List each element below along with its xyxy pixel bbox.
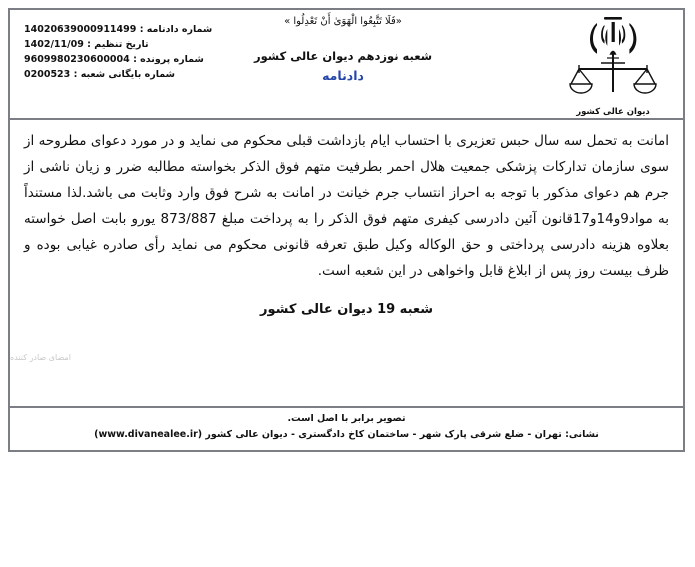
certification-note: تصویر برابر با اصل است. <box>287 413 406 424</box>
emblem-block <box>553 14 673 117</box>
meta-row-archive-number <box>24 67 274 82</box>
document-type-title: دادنامه <box>322 68 364 83</box>
document-header <box>10 10 683 118</box>
quran-verse: «فَلَا تَتَّبِعُوا الْهَوَىٰ أَنْ تَعْدِلُوا » <box>284 16 402 27</box>
meta-row-judgment-number <box>24 22 274 37</box>
document-body <box>10 120 683 406</box>
meta-label-issue-date: تاریخ تنظیم : <box>87 39 149 50</box>
document-metadata <box>24 22 274 82</box>
meta-value-issue-date: 1402/11/09 <box>24 39 84 50</box>
meta-label-judgment-number: شماره دادنامه : <box>139 24 213 35</box>
meta-value-case-number: 9609980230600004 <box>24 54 130 65</box>
document-footer <box>10 408 683 452</box>
meta-value-judgment-number: 14020639000911499 <box>24 24 137 35</box>
judgment-paragraph: امانت به تحمل سه سال حبس تعزیری با احتساب ایام بازداشت قبلی محکوم می نماید و در مورد دعوای مطروحه از سوی سازمان تدارکات پزشکی جمعیت هلال احمر بطرفیت متهم فوق الذکر بخواسته مطالبه ضرر و زیان ناشی از جرم هم دعوای مذکور با توجه به احراز انتساب جرم خیانت در امانت به شرح فوق وارد وثابت می باشد.لذا مستنداً به مواد9و14و17قانون آئین دادرسی کیفری متهم فوق الذکر را به پرداخت مبلغ 873/887 یورو بابت اصل خواسته بعلاوه هزینه دادرسی پرداختی و حق الوکاله وکیل طبق تعرفه قانونی محکوم می نماید رأی صادره غیابی بوده و ظرف بیست روز پس از ابلاغ قابل واخواهی در این شعبه است. <box>24 133 669 279</box>
issuer-signature-area <box>10 345 669 364</box>
issuer-signature-watermark: امضای صادر کننده <box>10 353 71 362</box>
judgment-text-block <box>24 128 669 284</box>
meta-row-case-number <box>24 52 274 67</box>
address-label: نشانی: <box>565 429 599 440</box>
iran-emblem-scales-of-justice-icon <box>567 14 659 106</box>
branch-title: شعبه نوزدهم دیوان عالی کشور <box>253 49 433 63</box>
footer-address-line <box>10 429 683 440</box>
meta-value-archive-number: 0200523 <box>24 69 71 80</box>
judgment-document-page <box>8 8 685 452</box>
meta-label-case-number: شماره پرونده : <box>133 54 204 65</box>
website-url[interactable]: (www.divanealee.ir) <box>94 429 203 440</box>
emblem-caption: دیوان عالی کشور <box>576 107 650 117</box>
meta-label-archive-number: شماره بایگانی شعبه : <box>73 69 175 80</box>
meta-row-issue-date <box>24 37 274 52</box>
branch-signature: شعبه 19 دیوان عالی کشور <box>260 302 433 317</box>
address-text: تهران - ضلع شرقی پارک شهر - ساختمان کاخ دادگستری - دیوان عالی کشور <box>205 429 562 440</box>
